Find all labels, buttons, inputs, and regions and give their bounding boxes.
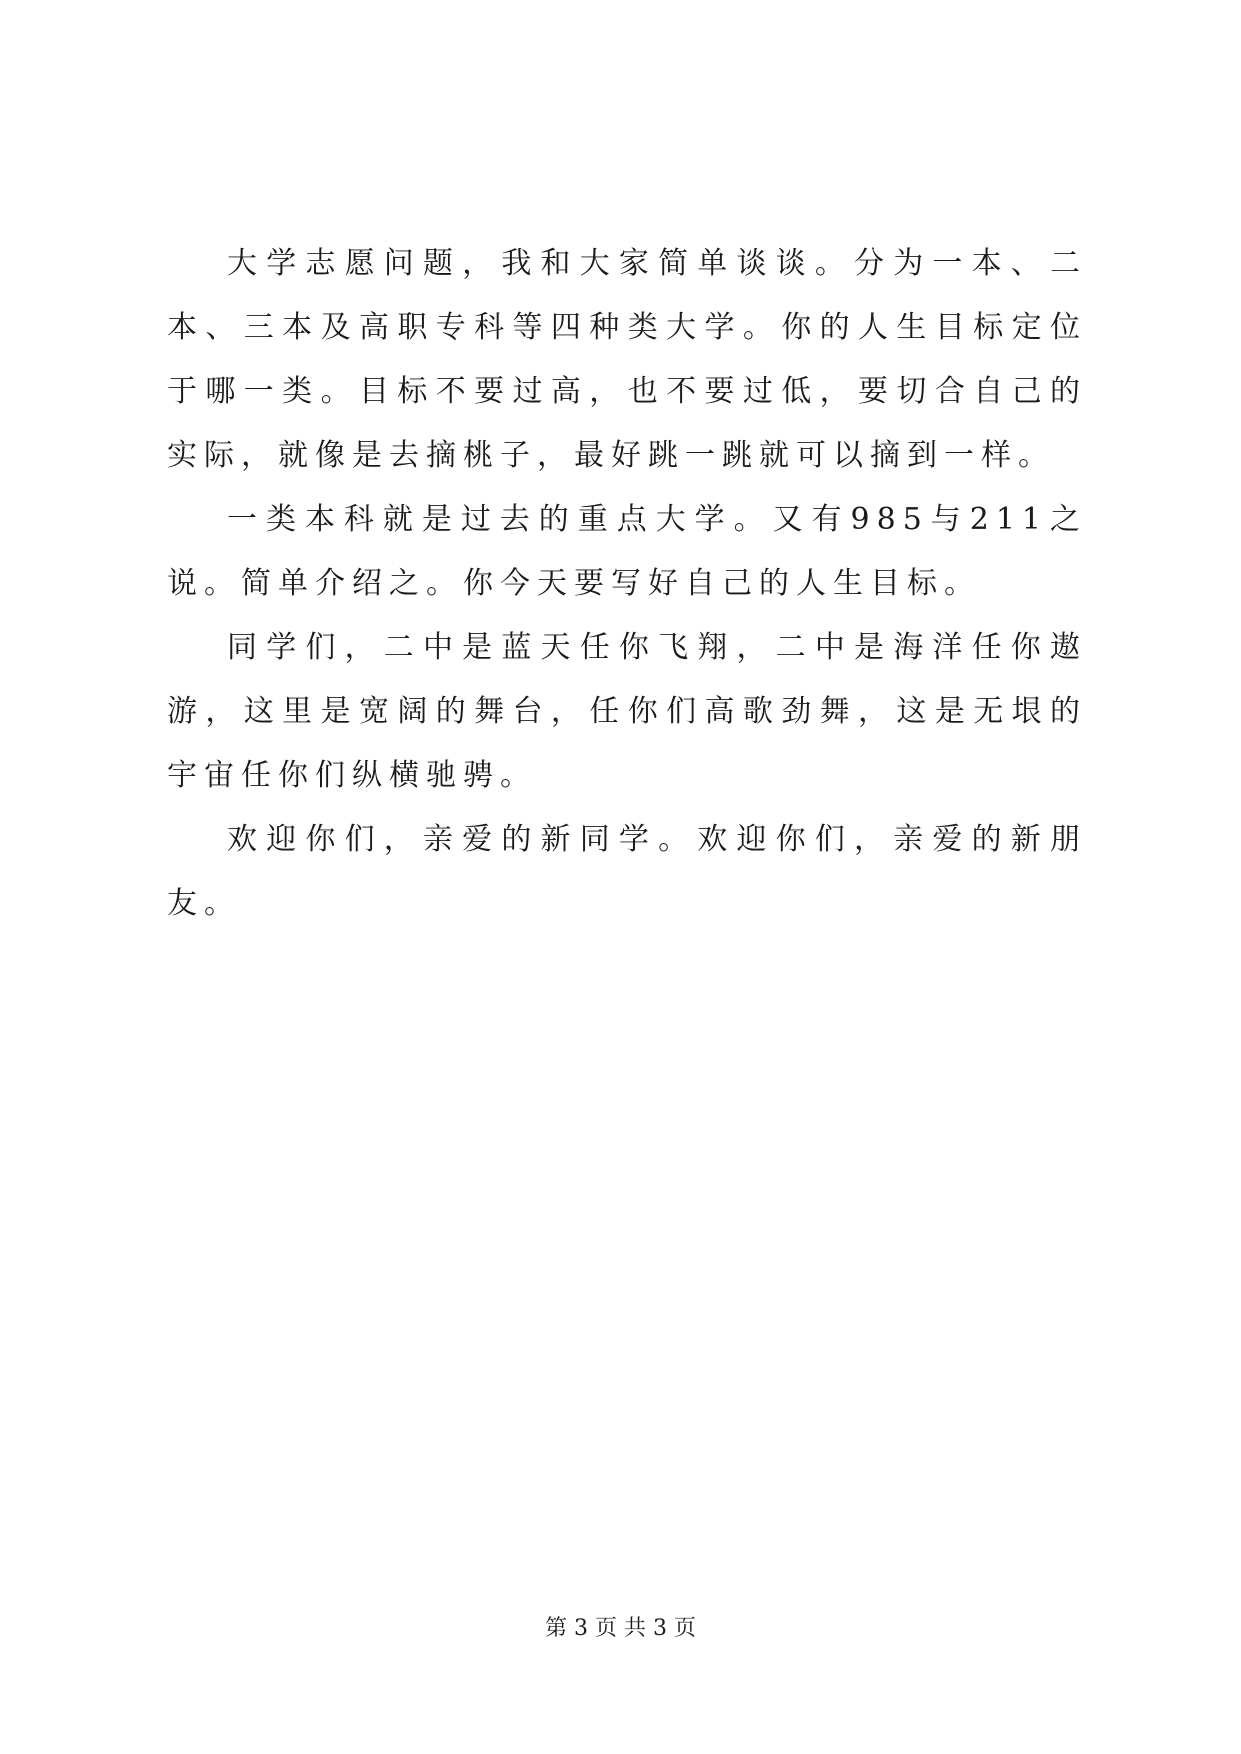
paragraph-2: 一类本科就是过去的重点大学。又有985与211之说。简单介绍之。你今天要写好自己的人生目标。: [167, 502, 1087, 601]
paragraph-4: 欢迎你们，亲爱的新同学。欢迎你们，亲爱的新朋友。: [167, 822, 1087, 921]
paragraph-3: 同学们，二中是蓝天任你飞翔，二中是海洋任你遨游，这里是宽阔的舞台，任你们高歌劲舞，这是无垠的宇宙任你们纵横驰骋。: [167, 630, 1087, 793]
page-footer: [0, 1614, 1241, 1644]
paragraph-1: 大学志愿问题，我和大家简单谈谈。分为一本、二本、三本及高职专科等四种类大学。你的人生目标定位于哪一类。目标不要过高，也不要过低，要切合自己的实际，就像是去摘桃子，最好跳一跳就可以摘到一样。: [167, 246, 1087, 473]
page-number-label: 第 3 页 共 3 页: [545, 1616, 696, 1641]
document-body: [167, 232, 1087, 936]
